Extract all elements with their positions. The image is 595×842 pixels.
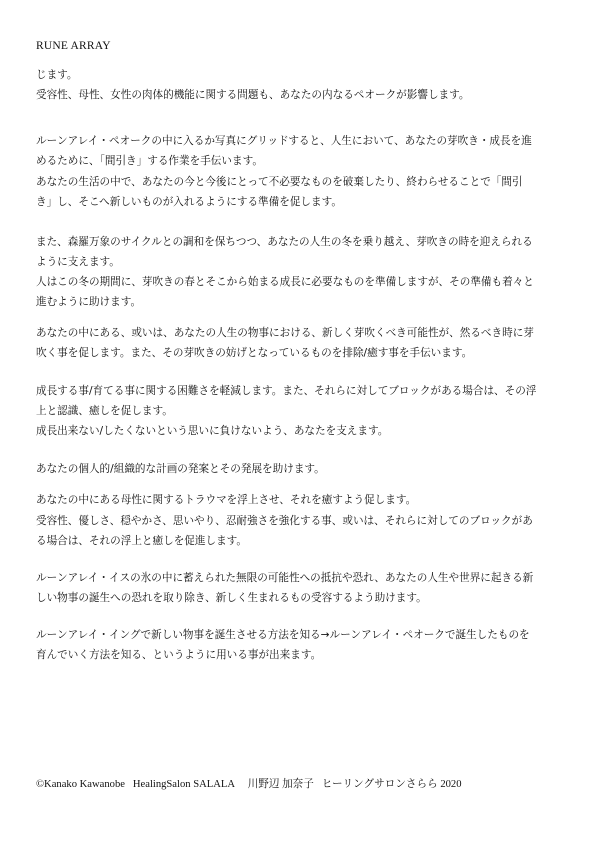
text-line: じます。 [36,69,78,81]
text-line: 受容性、優しさ、穏やかさ、思いやり、忍耐強さを強化する事、或いは、それらに対してのブロックがあ [36,515,533,527]
text-line: 成長する事/育てる事に関する困難さを軽減します。また、それらに対してブロックがある場合は、その浮 [36,385,537,397]
text-line: あなたの個人的/組織的な計画の発案とその発展を助けます。 [36,463,325,475]
text-line: 成長出来ない/したくないという思いに負けないよう、あなたを支えます。 [36,425,389,437]
text-line: めるために、「間引き」する作業を手伝います。 [36,155,263,167]
text-line: 育んでいく方法を知る、というように用いる事が出来ます。 [36,649,322,661]
text-line: ように支えます。 [36,256,120,268]
text-line: 進むように助けます。 [36,296,142,308]
text-line: しい物事の誕生への恐れを取り除き、新しく生まれるもの受容するよう助けます。 [36,592,427,604]
text-line: ルーンアレイ・ペオークの中に入るか写真にグリッドすると、人生において、あなたの芽吹き・成長を進 [36,135,532,147]
text-line: あなたの生活の中で、あなたの今と今後にとって不必要なものを破棄したり、終わらせることで「間引 [36,176,523,188]
text-line: 上と認識、癒しを促します。 [36,405,173,417]
text-line: また、森羅万象のサイクルとの調和を保ちつつ、あなたの人生の冬を乗り越え、芽吹きの時を迎えられる [36,236,533,248]
document-footer: ©Kanako Kawanobe HealingSalon SALALA 川野辺 加奈子 ヒーリングサロンさらら 2020 [36,779,462,790]
text-line: 人はこの冬の期間に、芽吹きの春とそこから始まる成長に必要なものを準備しますが、その準備も着々と [36,276,534,288]
text-line: ルーンアレイ・イングで新しい物事を誕生させる方法を知る→ルーンアレイ・ペオークで誕生したものを [36,629,530,641]
text-line: 受容性、母性、女性の肉体的機能に関する問題も、あなたの内なるペオークが影響します。 [36,89,470,101]
text-line: ルーンアレイ・イスの氷の中に蓄えられた無限の可能性への抵抗や恐れ、あなたの人生や世界に起きる新 [36,572,534,584]
text-line: る場合は、それの浮上と癒しを促進します。 [36,535,248,547]
document-header: RUNE ARRAY [36,40,111,52]
text-line: き」し、そこへ新しいものが入れるようにする準備を促します。 [36,196,342,208]
text-line: あなたの中にある母性に関するトラウマを浮上させ、それを癒すよう促します。 [36,494,417,506]
text-line: あなたの中にある、或いは、あなたの人生の物事における、新しく芽吹くべき可能性が、然るべき時に芽 [36,327,534,339]
text-line: 吹く事を促します。また、その芽吹きの妨げとなっているものを排除/癒す事を手伝います。 [36,347,473,359]
